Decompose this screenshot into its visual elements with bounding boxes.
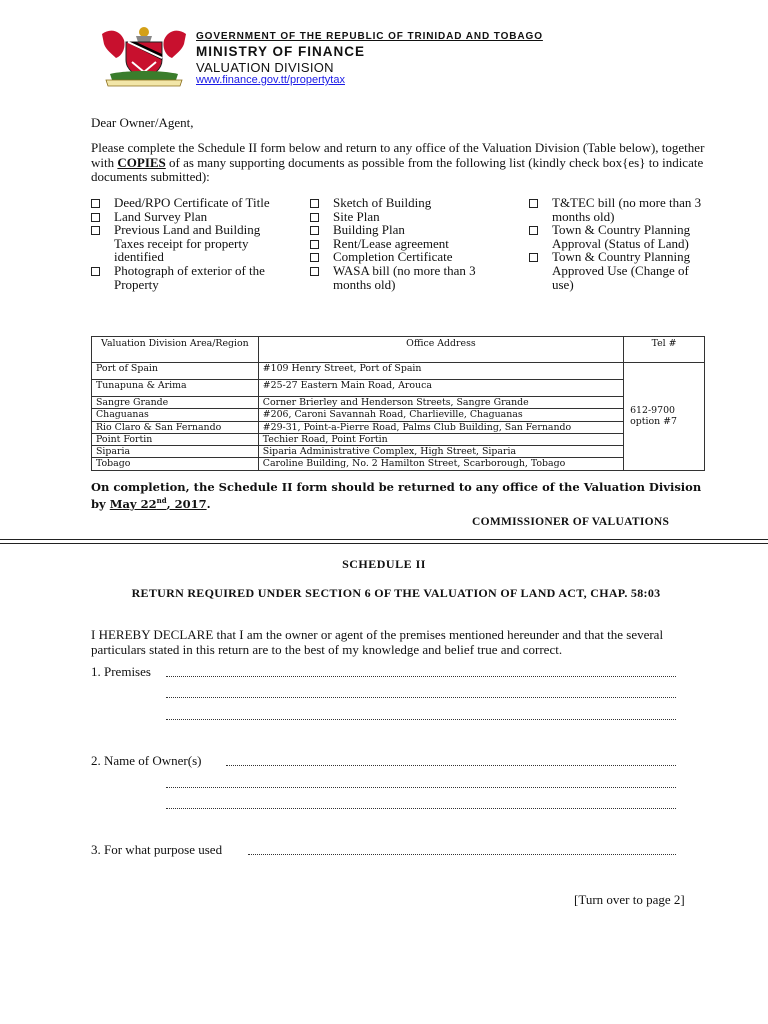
tel-cell: 612-9700 option #7	[624, 363, 705, 471]
signoff: COMMISSIONER OF VALUATIONS	[472, 516, 670, 528]
purpose-input-line[interactable]	[248, 854, 676, 855]
premises-label: 1. Premises	[91, 664, 151, 679]
table-row	[92, 446, 705, 458]
region-cell: Tunapuna & Arima	[92, 380, 259, 397]
region-cell: Sangre Grande	[92, 397, 259, 409]
checkbox-icon[interactable]	[91, 213, 100, 222]
region-cell: Chaguanas	[92, 409, 259, 421]
address-cell: #29-31, Point-a-Pierre Road, Palms Club Building, San Fernando	[258, 421, 623, 433]
table-row	[92, 458, 705, 470]
copies-emphasis: COPIES	[117, 154, 166, 170]
completion-note: On completion, the Schedule II form should be returned to any office of the Valuation Division by May 22nd, 2017.	[91, 480, 702, 511]
owner-label: 2. Name of Owner(s)	[91, 753, 202, 768]
address-cell: Techier Road, Point Fortin	[258, 433, 623, 445]
document-checkbox-item[interactable]: Completion Certificate	[310, 250, 500, 264]
table-row	[92, 409, 705, 421]
schedule-subtitle: RETURN REQUIRED UNDER SECTION 6 OF THE VALUATION OF LAND ACT, CHAP. 58:03	[131, 586, 661, 600]
offices-table	[91, 336, 705, 471]
document-checkbox-item[interactable]: Previous Land and Building Taxes receipt for property identified	[91, 223, 281, 264]
document-checkbox-item[interactable]: T&TEC bill (no more than 3 months old)	[529, 196, 709, 223]
document-checkbox-item[interactable]: Town & Country Planning Approved Use (Change of use)	[529, 250, 709, 291]
checkbox-icon[interactable]	[310, 213, 319, 222]
table-row	[92, 397, 705, 409]
checkbox-icon[interactable]	[310, 199, 319, 208]
document-checkbox-item[interactable]: Sketch of Building	[310, 196, 500, 210]
document-checkbox-item[interactable]: WASA bill (no more than 3 months old)	[310, 264, 500, 291]
divider	[0, 539, 768, 540]
table-row	[92, 380, 705, 397]
checkbox-icon[interactable]	[310, 267, 319, 276]
address-cell: Caroline Building, No. 2 Hamilton Street, Scarborough, Tobago	[258, 458, 623, 470]
document-checkbox-item[interactable]: Site Plan	[310, 210, 500, 224]
checkbox-icon[interactable]	[310, 253, 319, 262]
table-row	[92, 433, 705, 445]
declaration-paragraph: I HEREBY DECLARE that I am the owner or agent of the premises mentioned hereunder and that the several particulars stated in this return are to the best of my knowledge and belief true and correct.	[91, 627, 664, 657]
column-header-area: Valuation Division Area/Region	[92, 337, 259, 363]
address-cell: Corner Brierley and Henderson Streets, Sangre Grande	[258, 397, 623, 409]
region-cell: Siparia	[92, 446, 259, 458]
greeting: Dear Owner/Agent,	[91, 115, 194, 130]
checkbox-icon[interactable]	[310, 240, 319, 249]
checkbox-icon[interactable]	[91, 226, 100, 235]
ministry-title: MINISTRY OF FINANCE	[196, 44, 366, 59]
address-cell: #109 Henry Street, Port of Spain	[258, 363, 623, 380]
region-cell: Port of Spain	[92, 363, 259, 380]
checkbox-icon[interactable]	[310, 226, 319, 235]
table-header-row	[92, 337, 705, 363]
deadline-date: May 22nd, 2017	[109, 496, 207, 511]
address-cell: #206, Caroni Savannah Road, Charlieville, Chaguanas	[258, 409, 623, 421]
divider	[0, 543, 768, 544]
division-title: VALUATION DIVISION	[196, 60, 334, 75]
premises-input-line-1[interactable]	[166, 676, 676, 677]
region-cell: Point Fortin	[92, 433, 259, 445]
checkbox-icon[interactable]	[91, 267, 100, 276]
checkbox-icon[interactable]	[529, 253, 538, 262]
address-cell: #25-27 Eastern Main Road, Arouca	[258, 380, 623, 397]
document-checkbox-item[interactable]: Rent/Lease agreement	[310, 237, 500, 251]
document-checkbox-item[interactable]: Deed/RPO Certificate of Title	[91, 196, 281, 210]
schedule-title: SCHEDULE II	[342, 557, 426, 571]
checkbox-icon[interactable]	[91, 199, 100, 208]
document-checkbox-item[interactable]: Town & Country Planning Approval (Status of Land)	[529, 223, 709, 250]
column-header-tel: Tel #	[624, 337, 705, 363]
checkbox-icon[interactable]	[529, 199, 538, 208]
checkbox-icon[interactable]	[529, 226, 538, 235]
intro-paragraph: Please complete the Schedule II form below and return to any office of the Valuation Division (Table below), together with COPIES of as many supporting documents as possible from the following list (kindly check box{es} to indicate documents submitted):	[91, 140, 705, 184]
turn-over-note: [Turn over to page 2]	[574, 892, 685, 907]
document-checkbox-item[interactable]: Land Survey Plan	[91, 210, 281, 224]
owner-input-line-2[interactable]	[166, 787, 676, 788]
address-cell: Siparia Administrative Complex, High Street, Siparia	[258, 446, 623, 458]
document-checkbox-item[interactable]: Photograph of exterior of the Property	[91, 264, 281, 291]
documents-column-2	[310, 196, 500, 291]
table-row	[92, 363, 705, 380]
documents-column-1	[91, 196, 281, 291]
premises-input-line-2[interactable]	[166, 697, 676, 698]
coat-of-arms-icon	[96, 24, 192, 88]
column-header-address: Office Address	[258, 337, 623, 363]
owner-input-line-1[interactable]	[226, 765, 676, 766]
premises-input-line-3[interactable]	[166, 719, 676, 720]
owner-input-line-3[interactable]	[166, 808, 676, 809]
table-row	[92, 421, 705, 433]
region-cell: Tobago	[92, 458, 259, 470]
government-title: GOVERNMENT OF THE REPUBLIC OF TRINIDAD AND TOBAGO	[196, 31, 543, 42]
documents-column-3	[529, 196, 709, 291]
document-checkbox-item[interactable]: Building Plan	[310, 223, 500, 237]
region-cell: Rio Claro & San Fernando	[92, 421, 259, 433]
website-link[interactable]: www.finance.gov.tt/propertytax	[196, 74, 345, 86]
purpose-label: 3. For what purpose used	[91, 842, 223, 857]
